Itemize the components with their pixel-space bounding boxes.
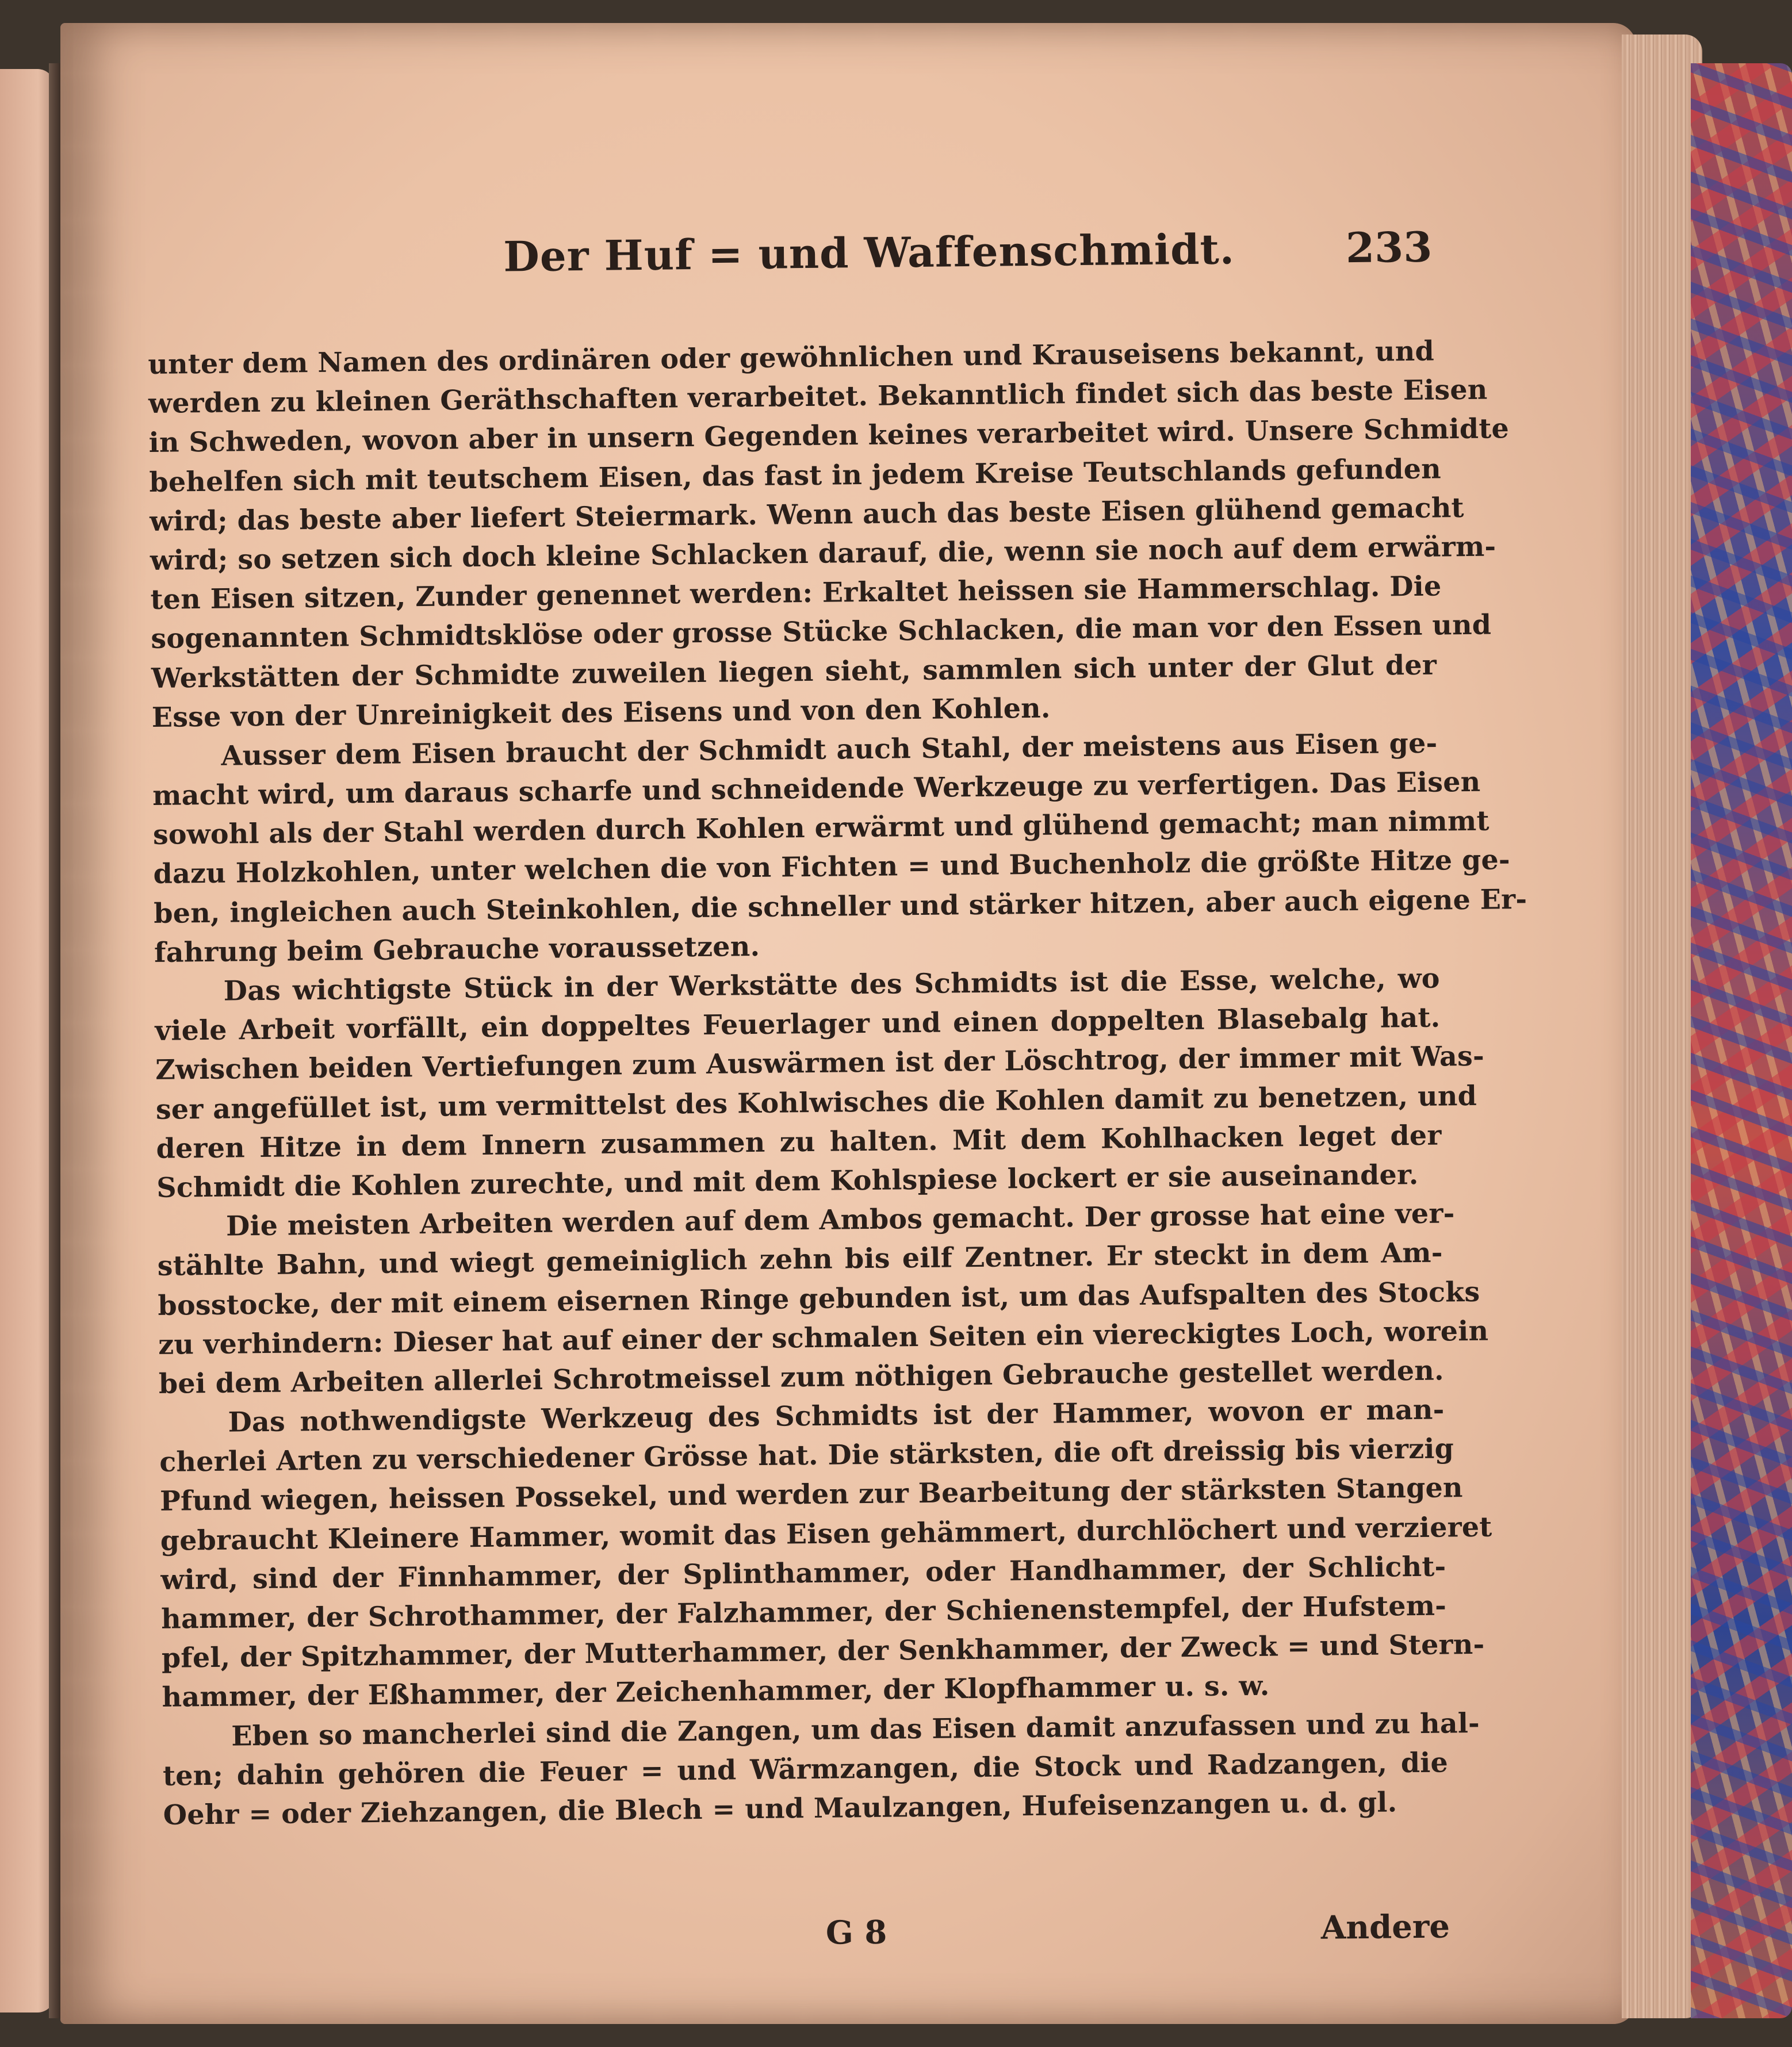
text-line: deren Hitze in dem Innern zusammen zu halten. Mit dem Kohlhacken leget der xyxy=(156,1119,1442,1165)
text-line: Werkstätten der Schmidte zuweilen liegen sieht, sammlen sich unter der Glut der xyxy=(151,649,1437,695)
text-line: wird; das beste aber liefert Steiermark. Wenn auch das beste Eisen glühend gemacht xyxy=(149,491,1464,538)
paragraph-first-line: Das nothwendigste Werkzeug des Schmidts ist der Hammer, wovon er man- xyxy=(228,1393,1445,1439)
text-line: pfel, der Spitzhammer, der Mutterhammer, der Senkhammer, der Zweck = und Stern- xyxy=(161,1628,1485,1675)
running-title: Der Huf = und Waffenschmidt. xyxy=(503,224,1235,281)
text-line: Oehr = oder Ziehzangen, die Blech = und Maulzangen, Hufeisenzangen u. d. gl. xyxy=(163,1786,1397,1831)
text-line: wird; so setzen sich doch kleine Schlacken darauf, die, wenn sie noch auf dem erwärm- xyxy=(150,530,1496,577)
text-line: viele Arbeit vorfällt, ein doppeltes Feuerlager und einen doppelten Blasebalg hat. xyxy=(155,1001,1441,1048)
signature-mark: G 8 xyxy=(825,1913,887,1952)
text-line: gebraucht Kleinere Hammer, womit das Eisen gehämmert, durchlöchert und verzieret xyxy=(160,1511,1492,1557)
text-line: unter dem Namen des ordinären oder gewöhnlichen und Krauseisens bekannt, und xyxy=(148,335,1435,381)
marbled-cover xyxy=(1691,63,1792,2018)
text-line: bei dem Arbeiten allerlei Schrotmeissel zum nöthigen Gebrauche gestellet werden. xyxy=(158,1354,1444,1400)
text-line: stählte Bahn, und wiegt gemeiniglich zehn bis eilf Zentner. Er steckt in dem Am- xyxy=(157,1236,1443,1283)
catchword: Andere xyxy=(1320,1907,1450,1947)
text-line: in Schweden, wovon aber in unsern Gegenden keines verarbeitet wird. Unsere Schmidte xyxy=(148,412,1510,459)
page-footer xyxy=(164,1908,1450,1984)
text-line: sogenannten Schmidtsklöse oder grosse Stücke Schlacken, die man vor den Essen und xyxy=(151,608,1492,656)
text-line: ten Eisen sitzen, Zunder genennet werden: Erkaltet heissen sie Hammerschlag. Die xyxy=(150,570,1442,616)
text-line: ten; dahin gehören die Feuer = und Wärmzangen, die Stock und Radzangen, die xyxy=(162,1746,1449,1792)
text-line: dazu Holzkohlen, unter welchen die von Fichten = und Buchenholz die größte Hitze ge- xyxy=(153,844,1511,891)
text-line: Schmidt die Kohlen zurechte, und mit dem Kohlspiese lockert er sie auseinander. xyxy=(156,1158,1419,1204)
paragraph-first-line: Eben so mancherlei sind die Zangen, um das Eisen damit anzufassen und zu hal- xyxy=(231,1707,1480,1753)
text-line: fahrung beim Gebrauche voraussetzen. xyxy=(154,930,760,969)
text-line: behelfen sich mit teutschem Eisen, das fast in jedem Kreise Teutschlands gefunden xyxy=(149,453,1442,499)
text-line: werden zu kleinen Geräthschaften verarbeitet. Bekanntlich findet sich das beste Eisen xyxy=(148,373,1488,420)
paragraph-first-line: Die meisten Arbeiten werden auf dem Ambos gemacht. Der grosse hat eine ver- xyxy=(225,1197,1455,1243)
paragraph-first-line: Das wichtigste Stück in der Werkstätte des Schmidts ist die Esse, welche, wo xyxy=(223,962,1440,1007)
page-text-block xyxy=(147,222,1527,1984)
text-line: bosstocke, der mit einem eisernen Ringe gebunden ist, um das Aufspalten des Stocks xyxy=(158,1275,1480,1322)
text-line: Esse von der Unreinigkeit des Eisens und von den Kohlen. xyxy=(151,692,1051,734)
page-header xyxy=(147,223,1433,299)
page-number: 233 xyxy=(1345,222,1433,273)
page-stack-edges xyxy=(1622,34,1702,2018)
text-line: cherlei Arten zu verschiedener Grösse hat. Die stärksten, die oft dreissig bis vierzig xyxy=(159,1432,1454,1479)
text-line: macht wird, um daraus scharfe und schneidende Werkzeuge zu verfertigen. Das Eisen xyxy=(152,765,1481,812)
text-line: Pfund wiegen, heissen Possekel, und werden zur Bearbeitung der stärksten Stangen xyxy=(159,1471,1463,1518)
text-line: wird, sind der Finnhammer, der Splinthammer, oder Handhammer, der Schlicht- xyxy=(160,1550,1446,1596)
text-line: hammer, der Schrothammer, der Falzhammer, der Schienenstempfel, der Hufstem- xyxy=(160,1589,1447,1635)
text-line: zu verhindern: Dieser hat auf einer der schmalen Seiten ein viereckigtes Loch, worein xyxy=(158,1314,1489,1361)
text-line: ser angefüllet ist, um vermittelst des Kohlwisches die Kohlen damit zu benetzen, und xyxy=(155,1079,1477,1126)
paragraph-first-line: Ausser dem Eisen braucht der Schmidt auch Stahl, der meistens aus Eisen ge- xyxy=(221,727,1438,772)
text-line: sowohl als der Stahl werden durch Kohlen erwärmt und glühend gemacht; man nimmt xyxy=(152,804,1489,852)
text-line: ben, ingleichen auch Steinkohlen, die schneller und stärker hitzen, aber auch eigene Er- xyxy=(154,883,1527,930)
body-text xyxy=(148,332,1527,1835)
left-page-edge xyxy=(0,69,55,2012)
text-line: hammer, der Eßhammer, der Zeichenhammer, der Klopfhammer u. s. w. xyxy=(162,1670,1270,1714)
text-line: Zwischen beiden Vertiefungen zum Auswärmen ist der Löschtrog, der immer mit Was- xyxy=(155,1040,1485,1087)
